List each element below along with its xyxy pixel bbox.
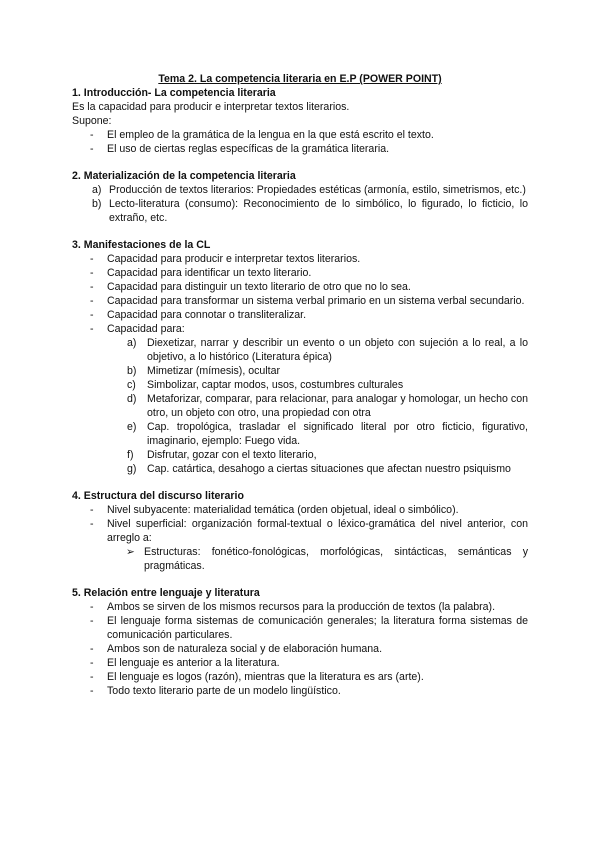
document-page <box>72 72 528 698</box>
list-item-text: Cap. catártica, desahogo a ciertas situaciones que afectan nuestro psiquismo <box>147 463 511 475</box>
dash-marker: - <box>90 601 94 613</box>
list-item <box>90 308 528 322</box>
list-item <box>90 600 528 614</box>
list-item <box>90 517 528 545</box>
letter-marker: e) <box>127 421 137 433</box>
list-item-text: El uso de ciertas reglas específicas de la gramática literaria. <box>107 143 390 155</box>
list-item <box>90 252 528 266</box>
dash-marker: - <box>90 309 94 321</box>
sub-list-item <box>127 420 528 448</box>
list-item-text: El lenguaje forma sistemas de comunicación generales; la literatura forma sistemas de comunicación particulares. <box>107 615 528 641</box>
section-1-paragraph: Es la capacidad para producir e interpretar textos literarios. <box>72 101 350 113</box>
list-item <box>90 294 528 308</box>
list-item-text: Producción de textos literarios: Propiedades estéticas (armonía, estilo, simetrismos, etc.) <box>109 184 526 196</box>
section-4-heading: 4. Estructura del discurso literario <box>72 490 244 502</box>
list-item-text: Nivel superficial: organización formal-textual o léxico-gramática del nivel anterior, con arreglo a: <box>107 518 528 544</box>
section-1-supone: Supone: <box>72 115 112 127</box>
dash-marker: - <box>90 323 94 335</box>
list-item-text: El lenguaje es anterior a la literatura. <box>107 657 280 669</box>
sub-list-item <box>127 364 528 378</box>
dash-marker: - <box>90 267 94 279</box>
dash-marker: - <box>90 295 94 307</box>
sub-list-item <box>127 378 528 392</box>
letter-marker: f) <box>127 449 134 461</box>
dash-marker: - <box>90 518 94 530</box>
list-item-text: Nivel subyacente: materialidad temática (orden objetual, ideal o simbólico). <box>107 504 459 516</box>
list-item-text: Capacidad para: <box>107 323 185 335</box>
list-item-text: Capacidad para producir e interpretar textos literarios. <box>107 253 361 265</box>
list-item <box>90 642 528 656</box>
document-title: Tema 2. La competencia literaria en E.P (POWER POINT) <box>158 73 442 85</box>
list-item-text: Lecto-literatura (consumo): Reconocimiento de lo simbólico, lo figurado, lo ficticio, lo extraño, etc. <box>109 198 528 224</box>
sub-list-item <box>127 462 528 476</box>
list-item <box>90 128 528 142</box>
arrow-list-item <box>126 545 528 573</box>
list-item <box>90 670 528 684</box>
list-item <box>90 503 528 517</box>
list-item-text: Disfrutar, gozar con el texto literario, <box>147 449 317 461</box>
dash-marker: - <box>90 615 94 627</box>
dash-marker: - <box>90 281 94 293</box>
list-item-text: Capacidad para identificar un texto literario. <box>107 267 312 279</box>
section-2-heading: 2. Materialización de la competencia literaria <box>72 170 296 182</box>
arrow-bullet-icon: ➢ <box>126 546 135 558</box>
list-item-text: Capacidad para transformar un sistema verbal primario en un sistema verbal secundario. <box>107 295 525 307</box>
list-item <box>90 280 528 294</box>
dash-marker: - <box>90 253 94 265</box>
list-item-text: Ambos son de naturaleza social y de elaboración humana. <box>107 643 383 655</box>
list-item-text: Ambos se sirven de los mismos recursos para la producción de textos (la palabra). <box>107 601 496 613</box>
letter-marker: a) <box>92 184 102 196</box>
list-item-text: Mimetizar (mímesis), ocultar <box>147 365 281 377</box>
sub-list-item <box>127 336 528 364</box>
list-item-text: Estructuras: fonético-fonológicas, morfológicas, sintácticas, semánticas y pragmáticas. <box>144 546 528 572</box>
letter-marker: g) <box>127 463 137 475</box>
letter-marker: d) <box>127 393 137 405</box>
sub-list-item <box>127 448 528 462</box>
list-item-text: Simbolizar, captar modos, usos, costumbres culturales <box>147 379 404 391</box>
list-item-text: Capacidad para connotar o transliteralizar. <box>107 309 307 321</box>
list-item-text: El empleo de la gramática de la lengua en la que está escrito el texto. <box>107 129 434 141</box>
section-3-heading: 3. Manifestaciones de la CL <box>72 239 211 251</box>
dash-marker: - <box>90 671 94 683</box>
letter-marker: b) <box>92 198 102 210</box>
section-5-heading: 5. Relación entre lenguaje y literatura <box>72 587 260 599</box>
list-item-text: El lenguaje es logos (razón), mientras que la literatura es ars (arte). <box>107 671 424 683</box>
dash-marker: - <box>90 143 94 155</box>
list-item <box>90 266 528 280</box>
list-item-text: Diexetizar, narrar y describir un evento o un objeto con sujeción a lo real, a lo objetivo, a lo histórico (Literatura épica) <box>147 337 528 363</box>
letter-marker: a) <box>127 337 137 349</box>
sub-list-item <box>127 392 528 420</box>
list-item <box>90 684 528 698</box>
list-item <box>92 197 528 225</box>
letter-marker: c) <box>127 379 136 391</box>
letter-marker: b) <box>127 365 137 377</box>
dash-marker: - <box>90 504 94 516</box>
dash-marker: - <box>90 657 94 669</box>
list-item-text: Todo texto literario parte de un modelo lingüístico. <box>107 685 341 697</box>
list-item <box>90 142 528 156</box>
list-item <box>90 656 528 670</box>
list-item <box>92 183 528 197</box>
list-item-text: Capacidad para distinguir un texto literario de otro que no lo sea. <box>107 281 411 293</box>
list-item <box>90 614 528 642</box>
dash-marker: - <box>90 685 94 697</box>
list-item-text: Cap. tropológica, trasladar el significado literal por otro ficticio, figurativo, imaginario, ejemplo: Fuego vida. <box>147 421 528 447</box>
dash-marker: - <box>90 643 94 655</box>
list-item <box>90 322 528 336</box>
list-item-text: Metaforizar, comparar, para relacionar, para analogar y homologar, un hecho con otro, un objeto con otro, una propiedad con otra <box>147 393 528 419</box>
section-1-heading: 1. Introducción- La competencia literaria <box>72 87 276 99</box>
dash-marker: - <box>90 129 94 141</box>
